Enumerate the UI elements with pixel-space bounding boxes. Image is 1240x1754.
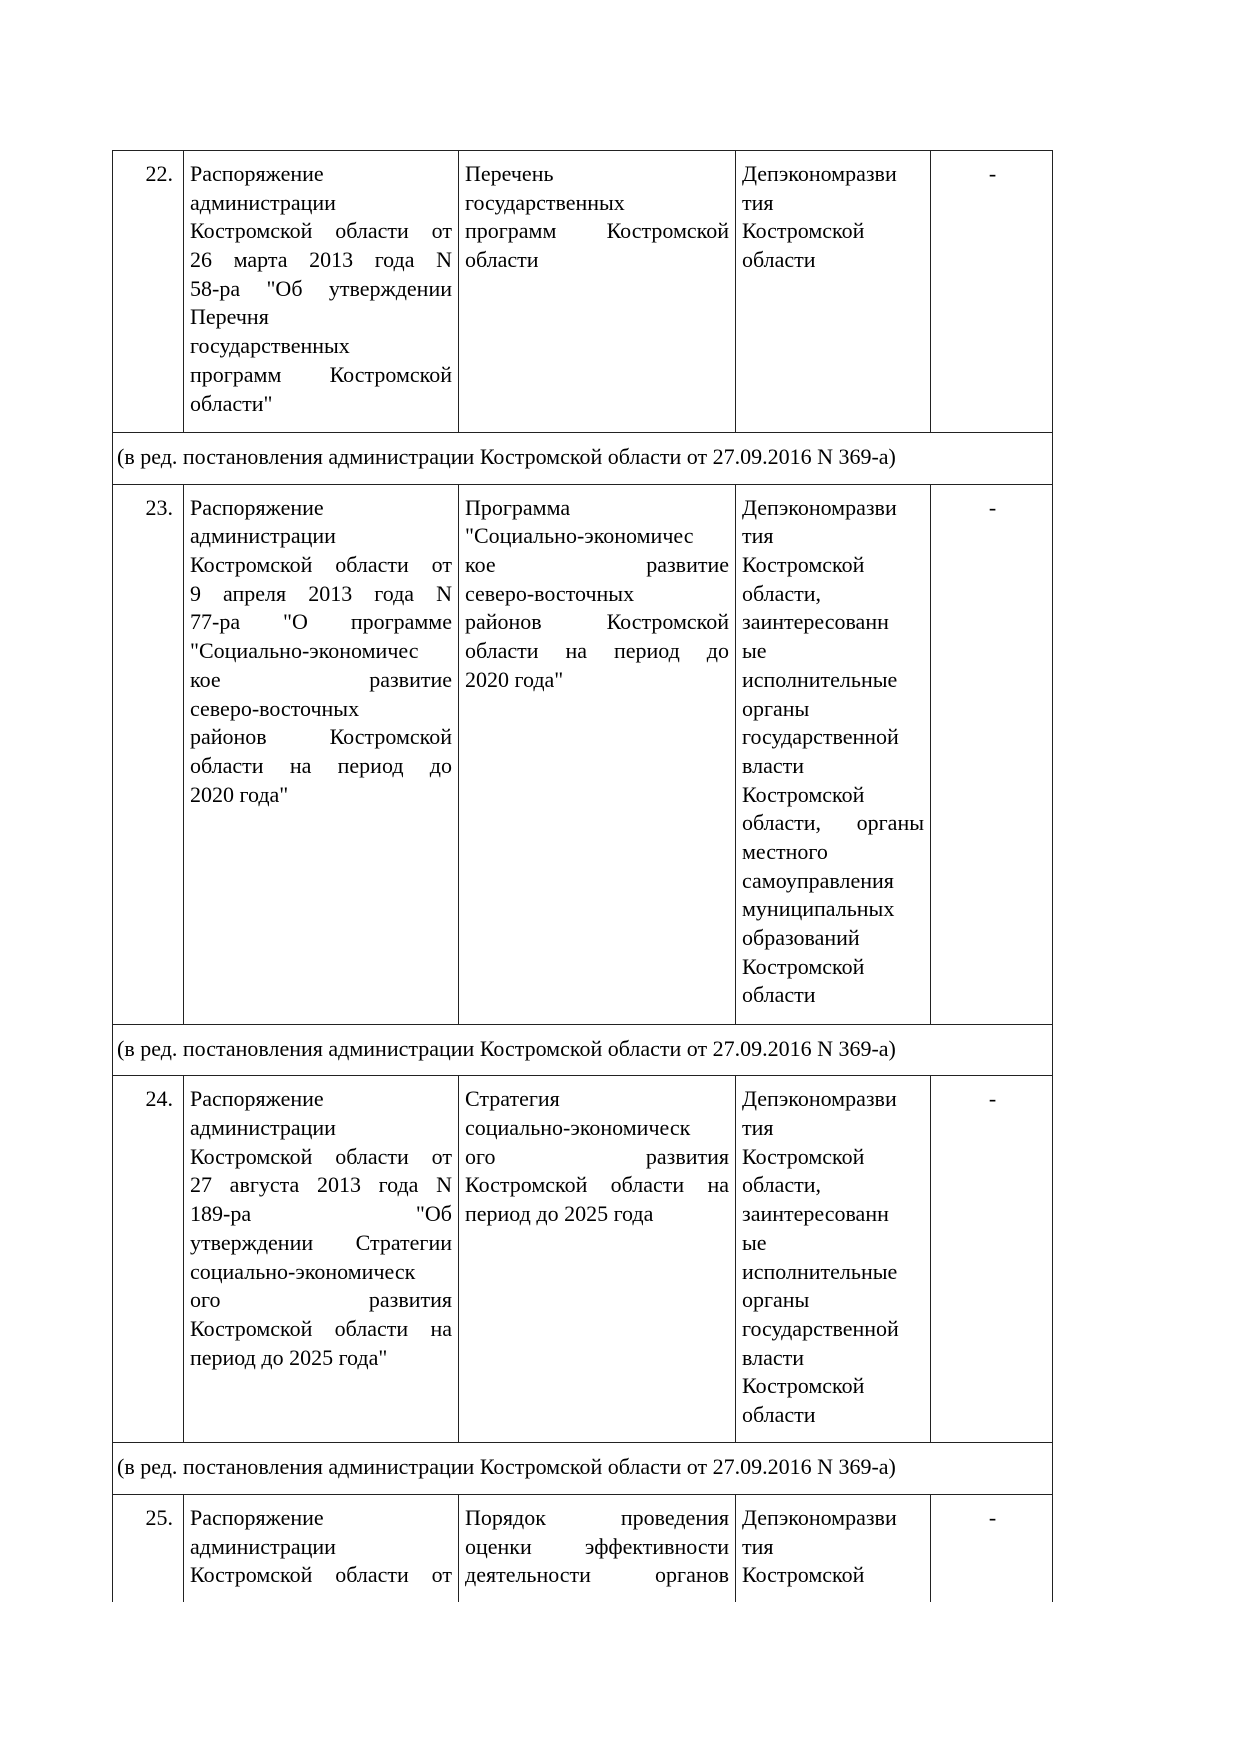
cell-text-line: северо-восточных xyxy=(190,695,360,721)
cell-text-line: администрации xyxy=(190,1115,336,1141)
extra-cell: - xyxy=(930,1076,1054,1442)
cell-text-line: районов Костромской xyxy=(465,609,729,635)
cell-text-line: области xyxy=(742,247,816,273)
cell-text-line: ого развития xyxy=(465,1143,729,1169)
responsible-cell xyxy=(735,485,930,1024)
cell-text-line: государственных xyxy=(465,189,625,215)
cell-text-line: Распоряжение xyxy=(190,494,324,520)
cell-text-line: ого развития xyxy=(190,1287,452,1313)
cell-text-line: Костромской xyxy=(742,218,865,244)
cell-text-line: программ Костромской xyxy=(465,218,729,244)
cell-text-line: образований xyxy=(742,925,860,951)
row-number: 22. xyxy=(145,161,173,186)
cell-text-line: органы xyxy=(742,695,810,721)
cell-text-line: муниципальных xyxy=(742,896,895,922)
cell-text-line: период до 2025 года" xyxy=(190,1344,388,1370)
cell-text-line: ые xyxy=(742,638,767,664)
cell-text-line: 189-ра "Об xyxy=(190,1201,452,1227)
cell-text-line: социально-экономическ xyxy=(465,1115,691,1141)
row-cells xyxy=(113,151,1052,432)
cell-text-line: области, xyxy=(742,1172,822,1198)
cell-text-line: Костромской xyxy=(742,953,865,979)
cell-text-line: местного xyxy=(742,838,828,864)
cell-text-line: государственной xyxy=(742,1315,899,1341)
cell-text-line: оценки эффективности xyxy=(465,1533,729,1559)
extra-cell: - xyxy=(930,151,1054,432)
cell-text-line: 2020 года" xyxy=(190,781,289,807)
cell-text-line: "Социально-экономичес xyxy=(465,523,694,549)
act-cell xyxy=(183,1076,458,1442)
responsible-cell xyxy=(735,1076,930,1442)
cell-text-line: период до 2025 года xyxy=(465,1201,654,1227)
cell-text-line: социально-экономическ xyxy=(190,1258,416,1284)
cell-text-line: ые xyxy=(742,1229,767,1255)
amendment-note: (в ред. постановления администрации Костромской области от 27.09.2016 N 369-а) xyxy=(117,1454,896,1480)
act-cell xyxy=(183,1495,458,1602)
cell-text-line: области, xyxy=(742,580,822,606)
row-cells xyxy=(113,1495,1052,1602)
cell-text-line: 2020 года" xyxy=(465,666,564,692)
table-row xyxy=(112,150,1053,432)
subject-cell xyxy=(458,151,735,432)
cell-text-line: области xyxy=(742,1401,816,1427)
amendment-note: (в ред. постановления администрации Костромской области от 27.09.2016 N 369-а) xyxy=(117,444,896,469)
cell-text-line: Костромской области от xyxy=(190,1562,452,1588)
cell-text-line: Костромской области от xyxy=(190,218,452,244)
amendment-note: (в ред. постановления администрации Костромской области от 27.09.2016 N 369-а) xyxy=(117,1035,896,1061)
cell-text-line: утверждении Стратегии xyxy=(190,1229,452,1255)
cell-text-line: администрации xyxy=(190,1533,336,1559)
cell-text-line: Костромской xyxy=(742,1373,865,1399)
cell-text-line: 9 апреля 2013 года N xyxy=(190,580,452,606)
cell-text-line: Программа xyxy=(465,494,571,520)
cell-text-line: программ Костромской xyxy=(190,361,452,387)
cell-text-line: самоуправления xyxy=(742,867,894,893)
row-cells xyxy=(113,1076,1052,1442)
cell-text-line: Костромской xyxy=(742,781,865,807)
act-cell xyxy=(183,151,458,432)
cell-text-line: исполнительные xyxy=(742,666,898,692)
cell-text-line: Костромской области от xyxy=(190,1143,452,1169)
table-row xyxy=(112,1075,1053,1442)
cell-text-line: 77-ра "О программе xyxy=(190,609,452,635)
cell-text-line: 27 августа 2013 года N xyxy=(190,1172,452,1198)
cell-text-line: тия xyxy=(742,1533,774,1559)
extra-cell: - xyxy=(930,1495,1054,1602)
amendment-note-row xyxy=(112,1024,1053,1076)
responsible-cell xyxy=(735,1495,930,1602)
cell-text-line: Костромской области от xyxy=(190,552,452,578)
cell-text-line: заинтересованн xyxy=(742,1201,889,1227)
cell-text-line: Костромской xyxy=(742,552,865,578)
cell-text-line: Костромской xyxy=(742,1143,865,1169)
table-row xyxy=(112,1494,1053,1602)
cell-text-line: Порядок проведения xyxy=(465,1505,729,1531)
responsible-cell xyxy=(735,151,930,432)
cell-text-line: Стратегия xyxy=(465,1086,560,1112)
amendment-note-row xyxy=(112,432,1053,484)
row-number: 23. xyxy=(145,494,173,520)
cell-text-line: области" xyxy=(190,390,273,416)
cell-text-line: Перечня xyxy=(190,304,269,330)
cell-text-line: администрации xyxy=(190,189,336,215)
cell-text-line: власти xyxy=(742,1344,804,1370)
subject-cell xyxy=(458,1495,735,1602)
acts-table xyxy=(112,150,1053,1602)
cell-text-line: кое развитие xyxy=(465,552,729,578)
cell-text-line: Костромской области на xyxy=(465,1172,729,1198)
act-cell xyxy=(183,485,458,1024)
cell-text-line: области на период до xyxy=(190,752,452,778)
row-cells xyxy=(113,485,1052,1024)
cell-text-line: государственных xyxy=(190,333,350,359)
cell-text-line: 58-ра "Об утверждении xyxy=(190,275,452,301)
extra-cell: - xyxy=(930,485,1054,1024)
cell-text-line: Костромской xyxy=(742,1562,865,1588)
cell-text-line: Распоряжение xyxy=(190,161,324,186)
cell-text-line: области xyxy=(465,247,539,273)
cell-text-line: Костромской области на xyxy=(190,1315,452,1341)
amendment-note-row xyxy=(112,1442,1053,1494)
cell-text-line: северо-восточных xyxy=(465,580,635,606)
cell-text-line: Депэкономразви xyxy=(742,1086,897,1112)
cell-text-line: Депэкономразви xyxy=(742,161,897,186)
table-row xyxy=(112,484,1053,1024)
cell-text-line: Распоряжение xyxy=(190,1505,324,1531)
cell-text-line: области, органы xyxy=(742,810,924,836)
row-number: 25. xyxy=(145,1505,173,1531)
cell-text-line: 26 марта 2013 года N xyxy=(190,247,452,273)
cell-text-line: органы xyxy=(742,1287,810,1313)
cell-text-line: Перечень xyxy=(465,161,554,186)
cell-text-line: тия xyxy=(742,1115,774,1141)
cell-text-line: исполнительные xyxy=(742,1258,898,1284)
cell-text-line: администрации xyxy=(190,523,336,549)
subject-cell xyxy=(458,1076,735,1442)
cell-text-line: власти xyxy=(742,752,804,778)
cell-text-line: Распоряжение xyxy=(190,1086,324,1112)
cell-text-line: государственной xyxy=(742,724,899,750)
cell-text-line: тия xyxy=(742,189,774,215)
row-number: 24. xyxy=(145,1086,173,1112)
cell-text-line: заинтересованн xyxy=(742,609,889,635)
cell-text-line: Депэкономразви xyxy=(742,1505,897,1531)
cell-text-line: кое развитие xyxy=(190,666,452,692)
cell-text-line: области на период до xyxy=(465,638,729,664)
cell-text-line: "Социально-экономичес xyxy=(190,638,419,664)
cell-text-line: деятельности органов xyxy=(465,1562,729,1588)
subject-cell xyxy=(458,485,735,1024)
cell-text-line: районов Костромской xyxy=(190,724,452,750)
cell-text-line: тия xyxy=(742,523,774,549)
cell-text-line: области xyxy=(742,982,816,1008)
cell-text-line: Депэкономразви xyxy=(742,494,897,520)
